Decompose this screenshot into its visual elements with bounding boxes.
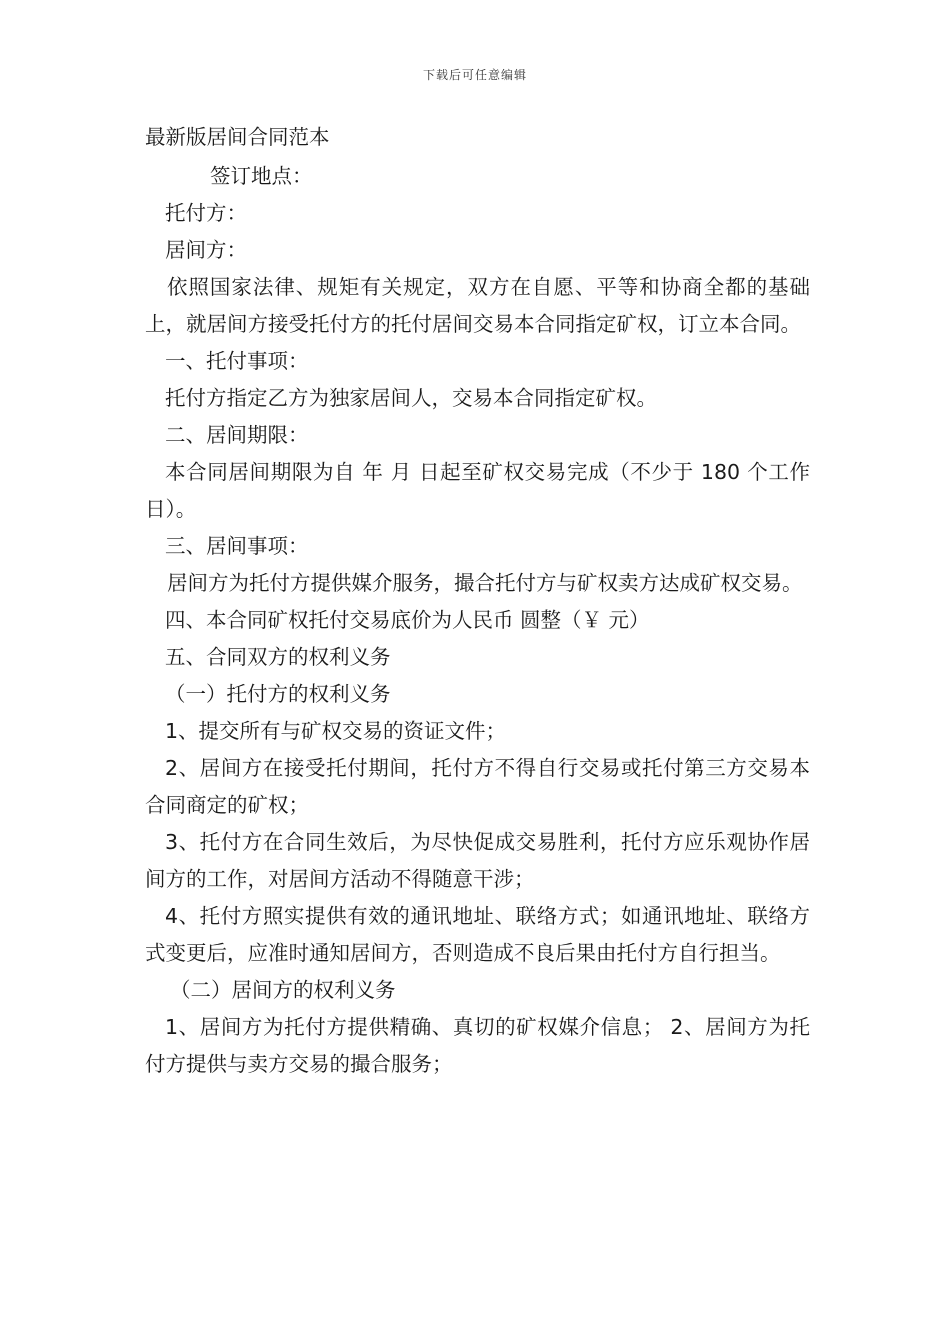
header-note: 下载后可任意编辑 (422, 68, 527, 82)
section-5a-item-4: 4、托付方照实提供有效的通讯地址、联络方式；如通讯地址、联络方式变更后，应准时通知居间方，否则造成不良后果由托付方自行担当。 (145, 904, 810, 965)
section-2-text: 本合同居间期限为自 年 月 日起至矿权交易完成（不少于 180 个工作日）。 (145, 460, 810, 521)
section-5b-heading: （二）居间方的权利义务 (170, 978, 396, 1002)
section-5a-item-3: 3、托付方在合同生效后，为尽快促成交易胜利，托付方应乐观协作居间方的工作，对居间方活动不得随意干涉； (145, 830, 810, 891)
section-3-text: 居间方为托付方提供媒介服务，撮合托付方与矿权卖方达成矿权交易。 (167, 571, 803, 595)
section-5a-heading: （一）托付方的权利义务 (165, 682, 391, 706)
section-5a-item-2: 2、居间方在接受托付期间，托付方不得自行交易或托付第三方交易本合同商定的矿权； (145, 756, 810, 817)
section-5a-item-1: 1、提交所有与矿权交易的资证文件； (165, 719, 507, 743)
section-2-heading: 二、居间期限： (165, 423, 309, 447)
party-a: 托付方： (165, 201, 247, 225)
section-1-heading: 一、托付事项： (165, 349, 309, 373)
document-title: 最新版居间合同范本 (145, 125, 330, 149)
section-4-text: 四、本合同矿权托付交易底价为人民币 圆整（￥ 元） (165, 608, 650, 632)
document-body (145, 116, 810, 1083)
section-5-heading: 五、合同双方的权利义务 (165, 645, 391, 669)
preamble: 依照国家法律、规矩有关规定，双方在自愿、平等和协商全都的基础上，就居间方接受托付方的托付居间交易本合同指定矿权，订立本合同。 (145, 275, 810, 336)
section-3-heading: 三、居间事项： (165, 534, 309, 558)
sign-place: 签订地点： (210, 164, 313, 188)
party-b: 居间方： (165, 238, 247, 262)
section-5b-item-1: 1、居间方为托付方提供精确、真切的矿权媒介信息； 2、居间方为托付方提供与卖方交易的撮合服务； (145, 1015, 810, 1076)
section-1-text: 托付方指定乙方为独家居间人，交易本合同指定矿权。 (165, 386, 657, 410)
